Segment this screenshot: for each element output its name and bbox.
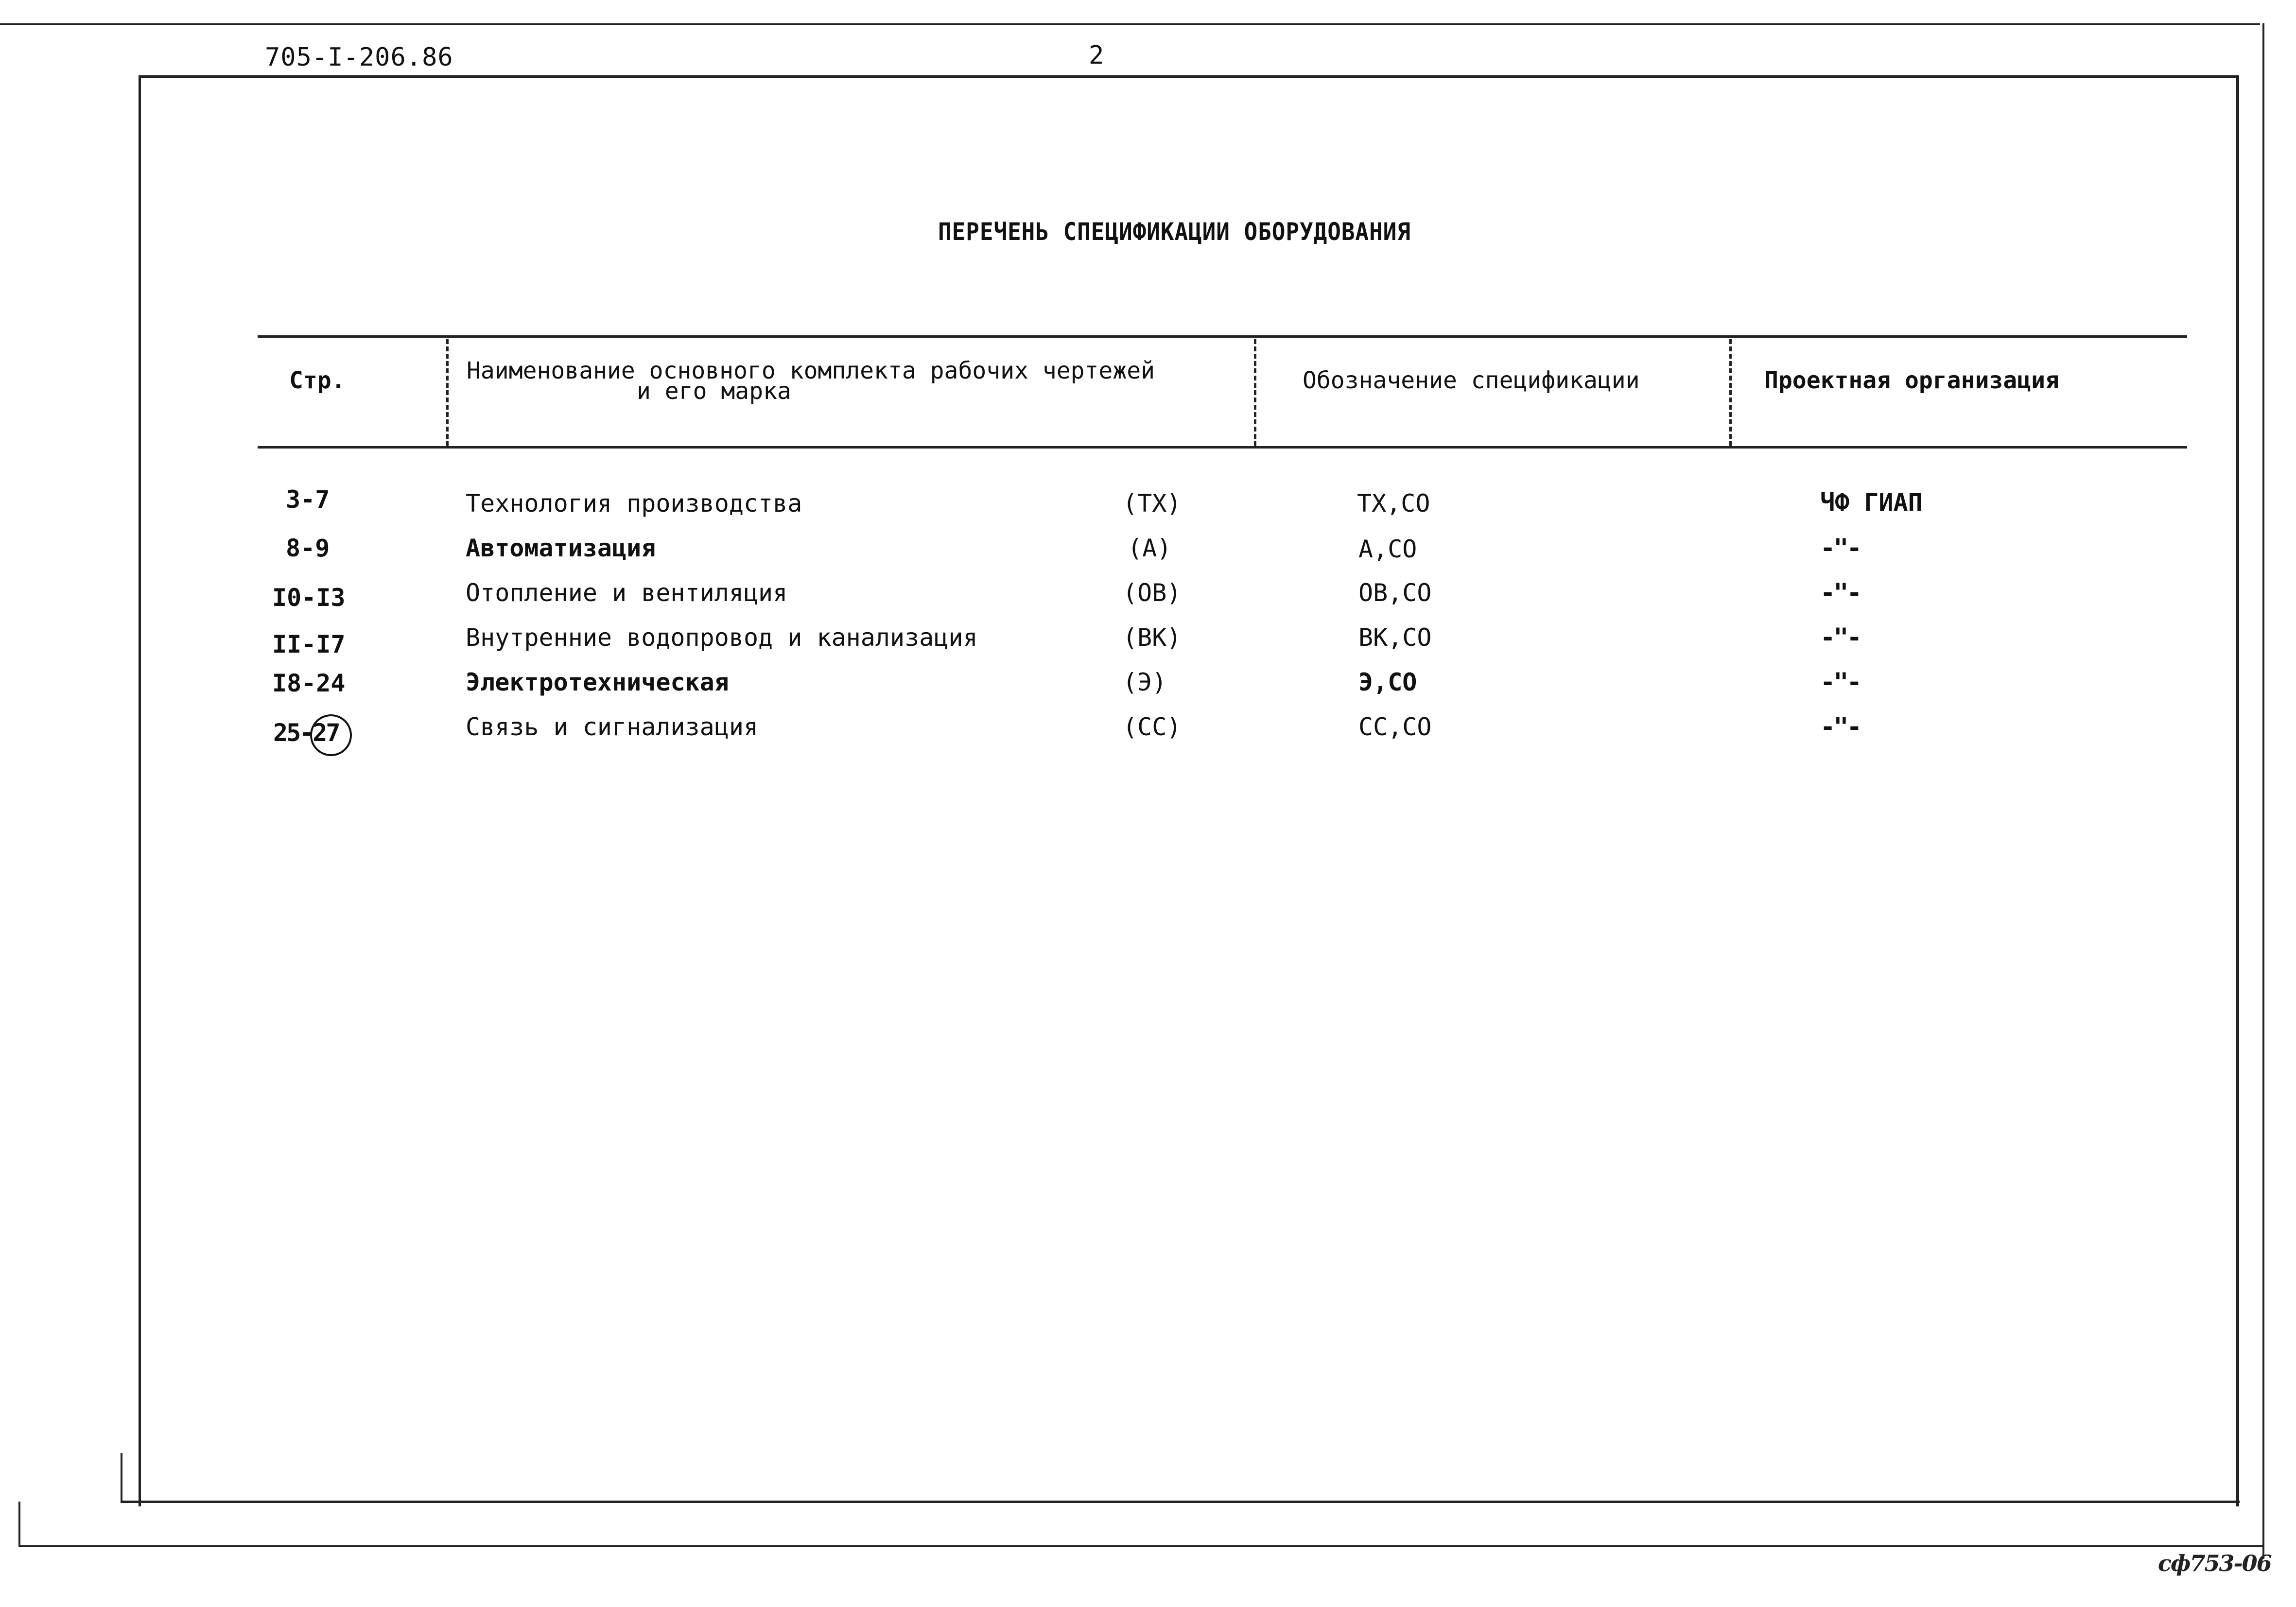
header-separator-1 bbox=[446, 339, 449, 446]
row-5-designation: Э,СО bbox=[1358, 668, 1417, 696]
archive-stamp: сф753-06 bbox=[2158, 1550, 2271, 1576]
row-6-organization: -"- bbox=[1820, 712, 1860, 742]
row-4-mark: (ВК) bbox=[1123, 623, 1182, 652]
page-number: 2 bbox=[1089, 41, 1104, 70]
column-header-organization: Проектная организация bbox=[1764, 367, 2059, 394]
column-header-name-line2: и его марка bbox=[637, 378, 791, 405]
row-1-mark: (ТХ) bbox=[1123, 489, 1182, 518]
row-1-pages: 3-7 bbox=[286, 485, 330, 514]
row-1-name: Технология производства bbox=[466, 489, 802, 518]
row-4-organization: -"- bbox=[1820, 623, 1860, 652]
column-header-name-line1: Наименование основного комплекта рабочих чертежей bbox=[467, 357, 1155, 384]
inner-frame-left bbox=[139, 75, 141, 1506]
row-3-designation: ОВ,СО bbox=[1358, 579, 1432, 607]
outer-frame-bottom bbox=[18, 1545, 2264, 1547]
row-1-designation: ТХ,СО bbox=[1357, 489, 1430, 518]
inner-frame-left-lower bbox=[121, 1453, 122, 1502]
row-2-mark: (А) bbox=[1128, 534, 1172, 562]
row-6-designation: СС,СО bbox=[1358, 713, 1432, 741]
row-3-name: Отопление и вентиляция bbox=[466, 579, 788, 607]
row-5-mark: (Э) bbox=[1123, 668, 1167, 696]
column-header-page: Стр. bbox=[289, 367, 346, 394]
row-5-pages: I8-24 bbox=[272, 669, 346, 697]
row-3-mark: (ОВ) bbox=[1123, 579, 1182, 607]
outer-frame-right bbox=[2262, 23, 2264, 1559]
inner-frame-right bbox=[2236, 75, 2239, 1506]
row-4-name: Внутренние водопровод и канализация bbox=[466, 623, 978, 652]
row-6-name: Связь и сигнализация bbox=[466, 713, 759, 741]
row-6-mark: (СС) bbox=[1123, 713, 1182, 741]
outer-frame-top bbox=[0, 23, 2260, 25]
header-separator-2 bbox=[1254, 339, 1256, 446]
row-1-organization: ЧФ ГИАП bbox=[1820, 488, 1923, 517]
outer-frame-left bbox=[18, 1502, 20, 1546]
row-4-pages: II-I7 bbox=[272, 630, 346, 658]
table-header-bottom-rule bbox=[258, 446, 2187, 449]
inner-frame-top bbox=[139, 75, 2236, 78]
page-title: ПЕРЕЧЕНЬ СПЕЦИФИКАЦИИ ОБОРУДОВАНИЯ bbox=[938, 218, 1411, 246]
row-5-name: Электротехническая bbox=[466, 668, 729, 696]
column-header-designation: Обозначение спецификации bbox=[1303, 367, 1640, 394]
row-5-organization: -"- bbox=[1820, 668, 1860, 697]
row-3-pages: I0-I3 bbox=[272, 584, 346, 612]
row-6-pages: 25-27 bbox=[273, 719, 339, 747]
inner-frame-bottom bbox=[121, 1501, 2240, 1503]
row-2-designation: А,СО bbox=[1358, 535, 1417, 563]
document-code: 705-I-206.86 bbox=[265, 43, 453, 72]
row-2-organization: -"- bbox=[1820, 534, 1860, 563]
row-4-designation: ВК,СО bbox=[1358, 623, 1432, 652]
row-2-name: Автоматизация bbox=[466, 534, 656, 562]
page-circle-mark bbox=[310, 714, 352, 756]
row-3-organization: -"- bbox=[1820, 578, 1860, 607]
table-header-top-rule bbox=[258, 335, 2187, 338]
row-2-pages: 8-9 bbox=[286, 534, 330, 562]
header-separator-3 bbox=[1729, 339, 1732, 446]
